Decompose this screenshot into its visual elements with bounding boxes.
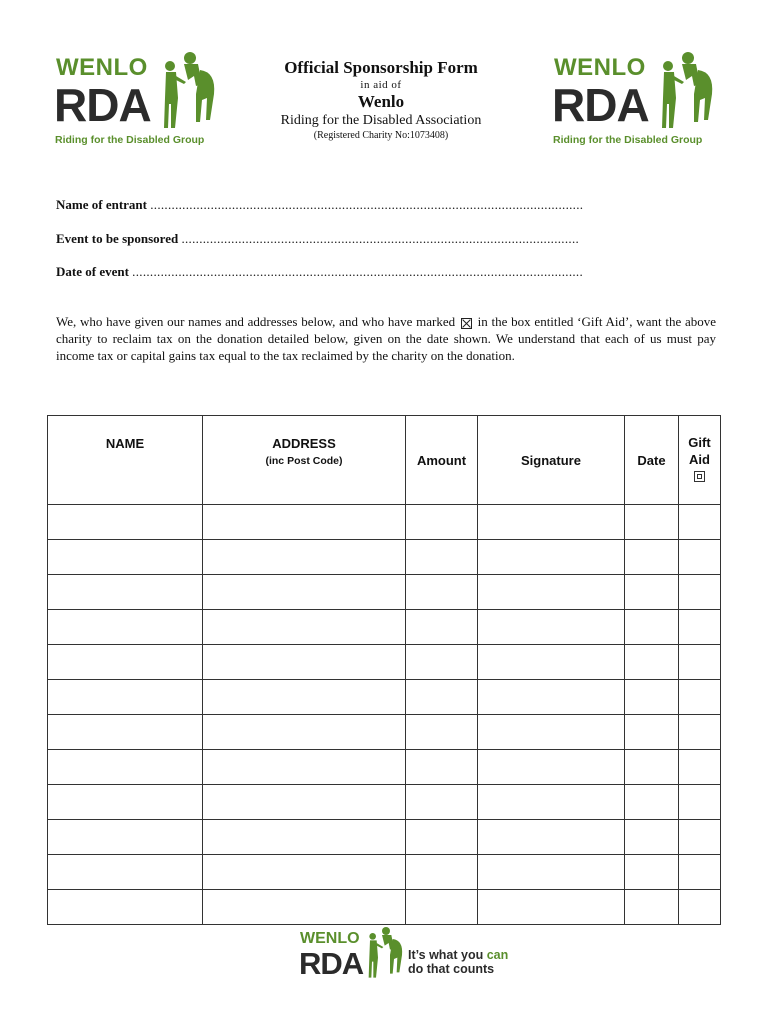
table-row xyxy=(48,820,721,855)
address-cell[interactable] xyxy=(203,575,406,610)
amount-cell[interactable] xyxy=(406,820,478,855)
table-row xyxy=(48,680,721,715)
gift-aid-declaration xyxy=(56,313,716,364)
gift-aid-cell[interactable] xyxy=(679,785,721,820)
entrant-field[interactable] xyxy=(56,197,583,213)
date-cell[interactable] xyxy=(625,680,679,715)
table-row xyxy=(48,645,721,680)
col-amount-header: Amount xyxy=(406,416,478,505)
amount-cell[interactable] xyxy=(406,505,478,540)
logo-rda-text: RDA xyxy=(54,79,151,131)
signature-cell[interactable] xyxy=(478,540,625,575)
name-cell[interactable] xyxy=(48,855,203,890)
address-cell[interactable] xyxy=(203,785,406,820)
rda-logo-left xyxy=(54,50,219,150)
horse-rider-icon xyxy=(160,50,220,132)
amount-cell[interactable] xyxy=(406,575,478,610)
table-row xyxy=(48,785,721,820)
date-field[interactable] xyxy=(56,264,583,280)
logo-tagline: Riding for the Disabled Group xyxy=(55,134,205,146)
gift-aid-cell[interactable] xyxy=(679,890,721,925)
address-cell[interactable] xyxy=(203,505,406,540)
table-row xyxy=(48,540,721,575)
col-name-header: NAME xyxy=(48,416,203,505)
signature-cell[interactable] xyxy=(478,680,625,715)
signature-cell[interactable] xyxy=(478,575,625,610)
checked-box-icon xyxy=(461,318,472,329)
name-cell[interactable] xyxy=(48,610,203,645)
gift-aid-cell[interactable] xyxy=(679,715,721,750)
footer-slogan xyxy=(408,948,508,976)
amount-cell[interactable] xyxy=(406,890,478,925)
amount-cell[interactable] xyxy=(406,715,478,750)
event-field[interactable] xyxy=(56,231,579,247)
slogan-part-a: It’s what you xyxy=(408,948,487,962)
event-label: Event to be sponsored xyxy=(56,231,179,246)
table-row xyxy=(48,750,721,785)
name-cell[interactable] xyxy=(48,715,203,750)
col-address-header xyxy=(203,416,406,505)
date-cell[interactable] xyxy=(625,645,679,680)
table-row xyxy=(48,505,721,540)
declaration-part1: We, who have given our names and addresses below, and who have marked xyxy=(56,314,456,329)
amount-cell[interactable] xyxy=(406,610,478,645)
date-cell[interactable] xyxy=(625,785,679,820)
table-row xyxy=(48,610,721,645)
amount-cell[interactable] xyxy=(406,855,478,890)
name-cell[interactable] xyxy=(48,645,203,680)
date-dots: ............................................................................................................................... xyxy=(132,264,584,279)
entrant-dots: .......................................................................................................................... xyxy=(150,197,584,212)
horse-rider-icon xyxy=(366,925,406,981)
table-row xyxy=(48,715,721,750)
address-cell[interactable] xyxy=(203,610,406,645)
amount-cell[interactable] xyxy=(406,680,478,715)
footer-rda-text: RDA xyxy=(299,946,364,981)
address-cell[interactable] xyxy=(203,715,406,750)
table-header-row xyxy=(48,416,721,505)
date-cell[interactable] xyxy=(625,820,679,855)
footer-logo xyxy=(300,925,520,985)
event-dots: ................................................................................................................ xyxy=(181,231,580,246)
date-cell[interactable] xyxy=(625,750,679,785)
address-cell[interactable] xyxy=(203,820,406,855)
slogan-part-b: do that counts xyxy=(408,962,495,976)
name-cell[interactable] xyxy=(48,540,203,575)
date-cell[interactable] xyxy=(625,575,679,610)
signature-cell[interactable] xyxy=(478,785,625,820)
signature-cell[interactable] xyxy=(478,715,625,750)
rda-logo-right xyxy=(552,50,717,150)
amount-cell[interactable] xyxy=(406,645,478,680)
gift-aid-cell[interactable] xyxy=(679,750,721,785)
amount-cell[interactable] xyxy=(406,785,478,820)
logo-tagline: Riding for the Disabled Group xyxy=(553,134,703,146)
date-label: Date of event xyxy=(56,264,129,279)
amount-cell[interactable] xyxy=(406,750,478,785)
logo-wenlo-text: WENLO xyxy=(554,54,646,81)
date-cell[interactable] xyxy=(625,540,679,575)
signature-cell[interactable] xyxy=(478,505,625,540)
logo-rda-text: RDA xyxy=(552,79,649,131)
address-cell[interactable] xyxy=(203,855,406,890)
logo-wenlo-text: WENLO xyxy=(56,54,148,81)
name-cell[interactable] xyxy=(48,575,203,610)
slogan-can: can xyxy=(486,948,509,962)
name-cell[interactable] xyxy=(48,505,203,540)
sponsorship-table xyxy=(47,415,721,925)
date-cell[interactable] xyxy=(625,890,679,925)
table-row xyxy=(48,890,721,925)
horse-rider-icon xyxy=(658,50,718,132)
name-cell[interactable] xyxy=(48,680,203,715)
table-row xyxy=(48,575,721,610)
association-name: Riding for the Disabled Association xyxy=(280,113,482,128)
org-name: Wenlo xyxy=(357,92,405,111)
in-aid-of-text: in aid of xyxy=(360,79,402,91)
address-cell[interactable] xyxy=(203,540,406,575)
date-cell[interactable] xyxy=(625,505,679,540)
date-cell[interactable] xyxy=(625,610,679,645)
gift-aid-box-icon xyxy=(694,471,705,482)
date-cell[interactable] xyxy=(625,855,679,890)
gift-aid-cell[interactable] xyxy=(679,855,721,890)
signature-cell[interactable] xyxy=(478,610,625,645)
col-signature-header: Signature xyxy=(478,416,625,505)
address-cell[interactable] xyxy=(203,645,406,680)
amount-cell[interactable] xyxy=(406,540,478,575)
footer-wenlo-text: WENLO xyxy=(300,930,360,947)
gift-label: Gift xyxy=(688,435,711,450)
gift-aid-cell[interactable] xyxy=(679,645,721,680)
entrant-label: Name of entrant xyxy=(56,197,147,212)
gift-aid-cell[interactable] xyxy=(679,505,721,540)
signature-cell[interactable] xyxy=(478,855,625,890)
charity-number: (Registered Charity No:1073408) xyxy=(313,130,449,141)
name-cell[interactable] xyxy=(48,890,203,925)
gift-aid-cell[interactable] xyxy=(679,575,721,610)
gift-aid-cell[interactable] xyxy=(679,610,721,645)
signature-cell[interactable] xyxy=(478,890,625,925)
aid-label: Aid xyxy=(689,452,710,467)
signature-cell[interactable] xyxy=(478,820,625,855)
col-date-header: Date xyxy=(625,416,679,505)
declaration-part2: in the box entitled ‘Gift Aid’, want the above charity to reclaim tax on the donation detailed below, given on the date shown. We understand that each of us must pay income tax or capital gains tax equal to the tax reclaimed by the charity on the donation. xyxy=(56,314,717,363)
gift-aid-cell[interactable] xyxy=(679,820,721,855)
form-title: Official Sponsorship Form xyxy=(284,58,478,77)
date-cell[interactable] xyxy=(625,715,679,750)
table-row xyxy=(48,855,721,890)
name-cell[interactable] xyxy=(48,820,203,855)
name-cell[interactable] xyxy=(48,785,203,820)
signature-cell[interactable] xyxy=(478,750,625,785)
gift-aid-cell[interactable] xyxy=(679,540,721,575)
form-header xyxy=(230,58,532,142)
signature-cell[interactable] xyxy=(478,645,625,680)
gift-aid-cell[interactable] xyxy=(679,680,721,715)
address-sub-label: (inc Post Code) xyxy=(265,455,343,467)
address-cell[interactable] xyxy=(203,750,406,785)
col-gift-aid-header xyxy=(679,416,721,505)
address-cell[interactable] xyxy=(203,680,406,715)
name-cell[interactable] xyxy=(48,750,203,785)
address-cell[interactable] xyxy=(203,890,406,925)
address-label: ADDRESS xyxy=(272,436,336,451)
